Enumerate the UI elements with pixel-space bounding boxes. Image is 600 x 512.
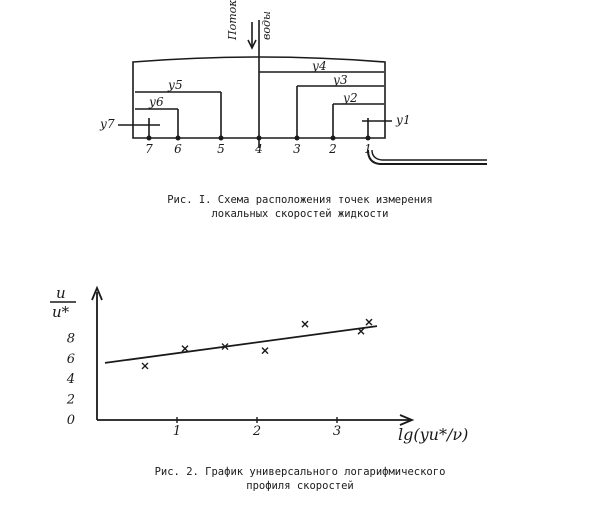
point-label-2: 2 bbox=[329, 142, 337, 156]
y-axis-label bbox=[50, 284, 76, 321]
chart-axes bbox=[92, 288, 412, 425]
figure2-caption-line2: профиля скоростей bbox=[246, 480, 354, 492]
fit-line bbox=[105, 326, 377, 363]
ylabel-numerator: u bbox=[56, 284, 66, 302]
y-tick-label: 0 bbox=[66, 413, 75, 428]
x-tick-label: 3 bbox=[332, 424, 342, 439]
y-tick-label: 2 bbox=[66, 392, 75, 408]
pitot-tube bbox=[368, 150, 487, 164]
data-point-marker bbox=[142, 363, 148, 369]
span-label-y2: у2 bbox=[343, 91, 358, 105]
figure2-chart bbox=[0, 270, 600, 455]
span-label-y6: у6 bbox=[149, 95, 164, 109]
point-label-4: 4 bbox=[255, 142, 263, 156]
span-label-y7: у7 bbox=[100, 117, 115, 131]
span-label-y5: у5 bbox=[168, 78, 183, 92]
data-point-marker bbox=[366, 319, 372, 325]
y-tick-label: 6 bbox=[66, 351, 75, 367]
data-point-marker bbox=[262, 348, 268, 354]
span-label-y1: у1 bbox=[396, 113, 411, 127]
x-tick-label: 2 bbox=[252, 424, 262, 439]
x-tick-label: 1 bbox=[172, 424, 182, 439]
y-tick-label: 4 bbox=[66, 372, 75, 388]
span-label-y4: у4 bbox=[312, 59, 327, 73]
figure1-caption-line2: локальных скоростей жидкости bbox=[211, 208, 389, 220]
x-axis-label: lg(yu*/ν) bbox=[398, 425, 469, 444]
figure1-caption bbox=[0, 193, 600, 221]
point-label-3: 3 bbox=[293, 142, 301, 156]
span-label-y3: у3 bbox=[333, 73, 348, 87]
figure1-caption-line1: Рис. I. Схема расположения точек измерения bbox=[167, 194, 433, 206]
point-label-7: 7 bbox=[145, 142, 153, 156]
flow-label-2: воды bbox=[260, 11, 273, 40]
data-point-marker bbox=[302, 321, 308, 327]
figure2-caption-line1: Рис. 2. График универсального логарифмического bbox=[154, 466, 446, 478]
figure1-diagram bbox=[0, 0, 600, 200]
ylabel-denominator: u* bbox=[52, 303, 70, 321]
data-point-marker bbox=[182, 346, 188, 352]
point-label-5: 5 bbox=[217, 142, 225, 156]
figure2-caption bbox=[0, 465, 600, 493]
y-tick-label: 8 bbox=[66, 331, 75, 347]
point-label-1: 1 bbox=[364, 142, 372, 156]
point-label-6: 6 bbox=[174, 142, 182, 156]
flow-label-1: Потоκ bbox=[226, 0, 239, 40]
